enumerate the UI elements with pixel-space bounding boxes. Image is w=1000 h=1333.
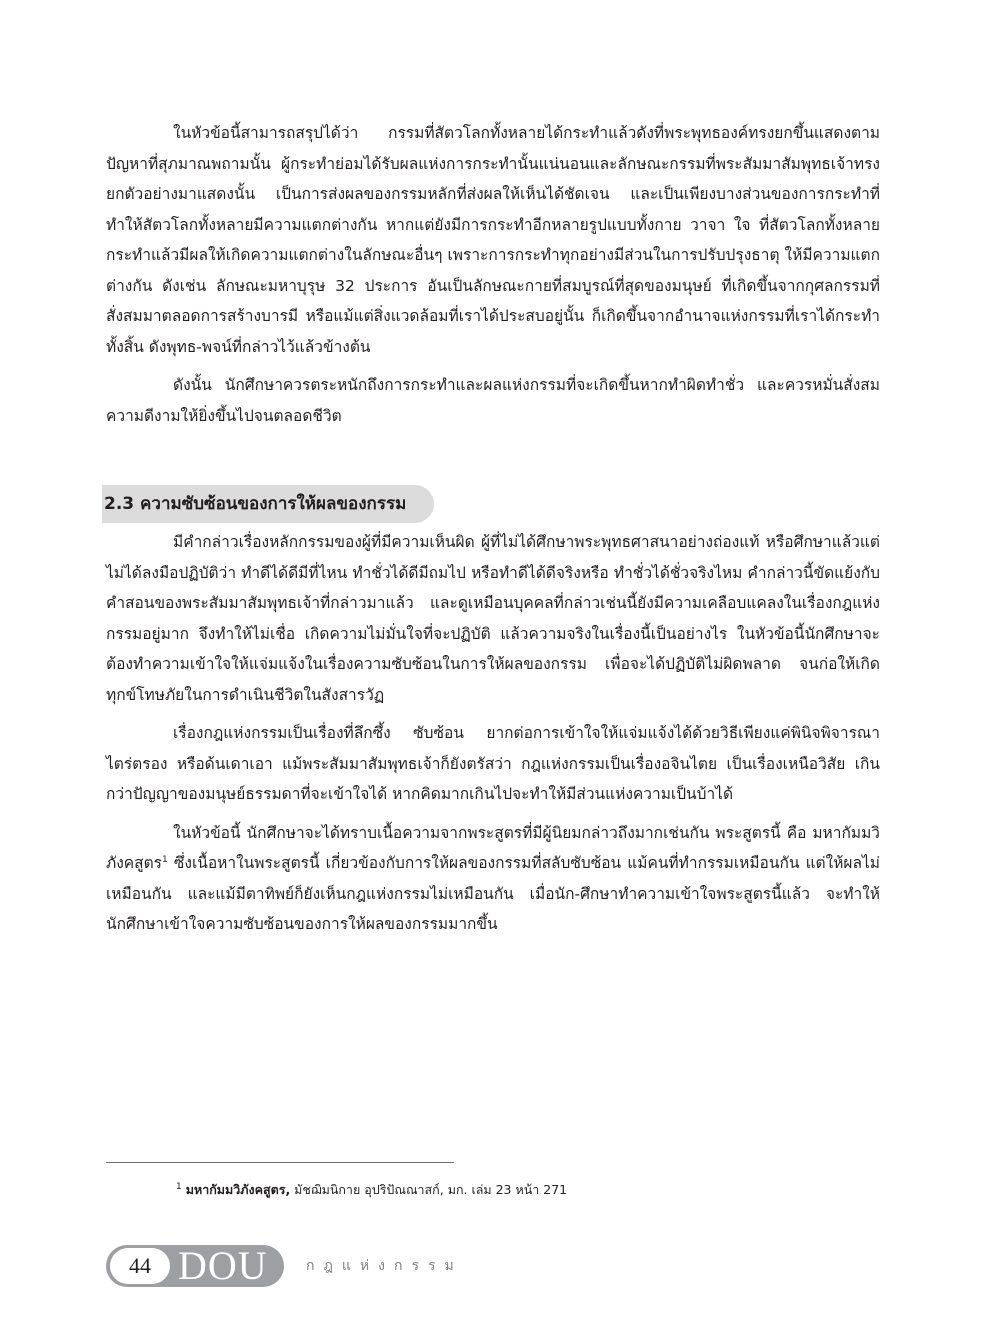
footnote-reference[interactable]: 1 (162, 854, 168, 865)
page-badge (106, 1245, 284, 1287)
paragraph-with-footnote (106, 818, 880, 940)
footnote-marker: 1 (176, 1181, 182, 1192)
footnote-text: มัชฌิมนิกาย อุปริปัณณาสก์, มก. เล่ม 23 หน้า 271 (290, 1182, 568, 1197)
paragraph: มีคำกล่าวเรื่องหลักกรรมของผู้ที่มีความเห็นผิด ผู้ที่ไม่ได้ศึกษาพระพุทธศาสนาอย่างถ่องแท้ หรือศึกษาแล้วแต่ไม่ได้ลงมือปฏิบัติว่า ทำดีได้ดีมีที่ไหน ทำชั่วได้ดีมีถมไป หรือทำดีได้ดีจริงหรือ ทำชั่วได้ชั่วจริงไหม คำกล่าวนี้ขัดแย้งกับคำสอนของพระสัมมาสัมพุทธเจ้าที่กล่าวมาแล้ว และดูเหมือนบุคคลที่กล่าวเช่นนี้ยังมีความเคลือบแคลงในเรื่องกฎแห่งกรรมอยู่มาก จึงทำให้ไม่เชื่อ เกิดความไม่มั่นใจที่จะปฏิบัติ แล้วความจริงในเรื่องนี้เป็นอย่างไร ในหัวข้อนี้นักศึกษาจะต้องทำความเข้าใจให้แจ่มแจ้งในเรื่องความซับซ้อนในการให้ผลของกรรม เพื่อจะได้ปฏิบัติไม่ผิดพลาด จนก่อให้เกิดทุกข์โทษภัยในการดำเนินชีวิตในสังสารวัฏ (106, 533, 880, 704)
main-content (106, 118, 880, 940)
paragraph: เรื่องกฎแห่งกรรมเป็นเรื่องที่ลึกซึ้ง ซับซ้อน ยากต่อการเข้าใจให้แจ่มแจ้งได้ด้วยวิธีเพียงแค่พินิจพิจารณาไตร่ตรอง หรือด้นเดาเอา แม้พระสัมมาสัมพุทธเจ้าก็ยังตรัสว่า กฎแห่งกรรมเป็นเรื่องอจินไตย เป็นเรื่องเหนือวิสัย เกินกว่าปัญญาของมนุษย์ธรรมดาที่จะเข้าใจได้ หากคิดมากเกินไปจะทำให้มีส่วนแห่งความเป็นบ้าได้ (106, 724, 880, 803)
paragraph: ในหัวข้อนี้สามารถสรุปได้ว่า กรรมที่สัตวโลกทั้งหลายได้กระทำแล้วดังที่พระพุทธองค์ทรงยกขึ้นแสดงตามปัญหาที่สุภมาณพถามนั้น ผู้กระทำย่อมได้รับผลแห่งการกระทำนั้นแน่นอนและลักษณะกรรมที่พระสัมมาสัมพุทธเจ้าทรงยกตัวอย่างมาแสดงนั้น เป็นการส่งผลของกรรมหลักที่ส่งผลให้เห็นได้ชัดเจน และเป็นเพียงบางส่วนของการกระทำที่ทำให้สัตวโลกทั้งหลายมีความแตกต่างกัน หากแต่ยังมีการกระทำอีกหลายรูปแบบทั้งกาย วาจา ใจ ที่สัตวโลกทั้งหลายกระทำแล้วมีผลให้เกิดความแตกต่างในลักษณะอื่นๆ เพราะการกระทำทุกอย่างมีส่วนในการปรับปรุงธาตุ ให้มีความแตกต่างกัน ดังเช่น ลักษณะมหาบุรุษ 32 ประการ อันเป็นลักษณะกายที่สมบูรณ์ที่สุดของมนุษย์ ที่เกิดขึ้นจากกุศลกรรมที่สั่งสมมาตลอดการสร้างบารมี หรือแม้แต่สิ่งแวดล้อมที่เราได้ประสบอยู่นั้น ก็เกิดขึ้นจากอำนาจแห่งกรรมที่เราได้กระทำทั้งสิ้น ดังพุทธ-พจน์ที่กล่าวไว้แล้วข้างต้น (106, 124, 880, 356)
brand-logo: DOU (178, 1243, 268, 1288)
footnote-title: มหากัมมวิภังคสูตร, (185, 1182, 291, 1197)
page-footer (106, 1245, 463, 1287)
section-heading: 2.3 ความซับซ้อนของการให้ผลของกรรม (102, 485, 434, 523)
paragraph: ดังนั้น นักศึกษาควรตระหนักถึงการกระทำและผลแห่งกรรมที่จะเกิดขึ้นหากทำผิดทำชั่ว และควรหมั่นสั่งสมความดีงามให้ยิ่งขึ้นไปจนตลอดชีวิต (106, 376, 880, 425)
footnote (176, 1180, 567, 1200)
paragraph-text: ซึ่งเนื้อหาในพระสูตรนี้ เกี่ยวข้องกับการให้ผลของกรรมที่สลับซับซ้อน แม้คนที่ทำกรรมเหมือนกัน แต่ให้ผลไม่เหมือนกัน และแม้มีตาทิพย์ก็ยังเห็นกฎแห่งกรรมไม่เหมือนกัน เมื่อนัก-ศึกษาทำความเข้าใจพระสูตรนี้แล้ว จะทำให้นักศึกษาเข้าใจความซับซ้อนของการให้ผลของกรรมมากขึ้น (106, 854, 880, 933)
page-number: 44 (110, 1248, 170, 1284)
paragraph-text: ในหัวข้อนี้ นักศึกษาจะได้ทราบเนื้อความจากพระสูตรที่มีผู้นิยมกล่าวถึงมากเช่นกัน พระสูตรนี้ คือ มหากัมมวิภังคสูตร (106, 823, 880, 872)
book-title: กฎแห่งกรรม (306, 1258, 463, 1274)
section-heading-wrap (106, 485, 880, 523)
footnote-divider (106, 1162, 454, 1163)
